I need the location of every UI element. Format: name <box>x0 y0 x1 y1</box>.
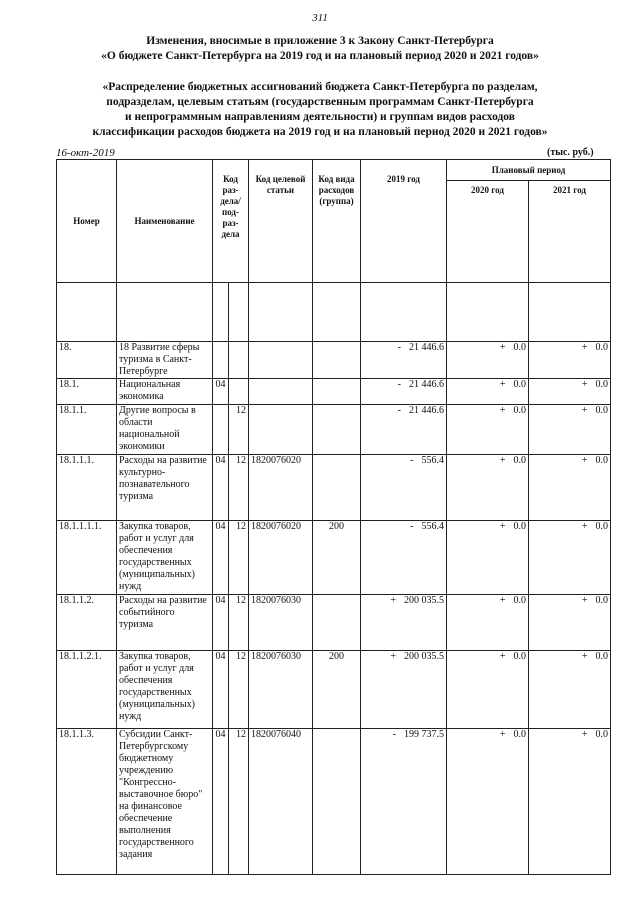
amount-value: 0.0 <box>595 729 608 740</box>
table-row <box>57 405 611 455</box>
amount-sign: - <box>392 729 396 740</box>
row-subsection-code: 12 <box>229 405 249 455</box>
header-name: Наименование <box>117 160 213 283</box>
row-target-code: 1820076020 <box>249 521 313 595</box>
row-section-code: 04 <box>213 521 229 595</box>
amount-value: 21 446.6 <box>409 379 444 390</box>
title-line: Изменения, вносимые в приложение 3 к Закону Санкт-Петербурга <box>146 35 494 47</box>
row-amount-2019 <box>361 379 447 405</box>
row-name: Закупка товаров, работ и услуг для обеспечения государственных (муниципальных) нужд <box>117 651 213 729</box>
table-row <box>57 379 611 405</box>
amount-value: 556.4 <box>421 521 444 532</box>
amount-sign: - <box>397 342 401 353</box>
row-number: 18.1.1.3. <box>57 729 117 875</box>
amount-sign: - <box>397 379 401 390</box>
amount-sign: + <box>581 405 588 416</box>
amount-value: 0.0 <box>595 595 608 606</box>
row-subsection-code: 12 <box>229 595 249 651</box>
row-subsection-code: 12 <box>229 521 249 595</box>
amount-value: 0.0 <box>513 379 526 390</box>
amount-sign: + <box>581 379 588 390</box>
amount-value: 200 035.5 <box>404 651 444 662</box>
amount-sign: - <box>410 521 414 532</box>
header-plan-period: Плановый период <box>447 160 611 181</box>
row-amount-2021 <box>529 379 611 405</box>
row-section-code: 04 <box>213 595 229 651</box>
table-row <box>57 455 611 521</box>
table-row <box>57 342 611 379</box>
row-number: 18.1.1.1.1. <box>57 521 117 595</box>
row-subsection-code: 12 <box>229 729 249 875</box>
amount-value: 0.0 <box>595 405 608 416</box>
table-row <box>57 729 611 875</box>
subtitle-line: классификации расходов бюджета на 2019 год и на плановый период 2020 и 2021 годов» <box>92 126 548 138</box>
header-2020: 2020 год <box>447 181 529 283</box>
row-amount-2020 <box>447 342 529 379</box>
header-2019: 2019 год <box>361 160 447 283</box>
subtitle-line: «Распределение бюджетных ассигнований бюджета Санкт-Петербурга по разделам, <box>102 81 538 93</box>
row-target-code: 1820076040 <box>249 729 313 875</box>
row-number: 18.1.1. <box>57 405 117 455</box>
row-name: Национальная экономика <box>117 379 213 405</box>
amount-sign: + <box>499 595 506 606</box>
document-date: 16-окт-2019 <box>56 147 115 159</box>
amount-value: 0.0 <box>513 405 526 416</box>
amount-value: 0.0 <box>513 595 526 606</box>
header-expense: Код вида расходов (группа) <box>313 160 361 283</box>
amount-value: 0.0 <box>513 342 526 353</box>
row-amount-2020 <box>447 405 529 455</box>
amount-sign: + <box>581 651 588 662</box>
row-section-code: 04 <box>213 379 229 405</box>
amount-sign: + <box>499 729 506 740</box>
row-amount-2019 <box>361 342 447 379</box>
header-number: Номер <box>57 160 117 283</box>
row-amount-2020 <box>447 455 529 521</box>
row-target-code: 1820076030 <box>249 595 313 651</box>
subtitle-line: подразделам, целевым статьям (государственным программам Санкт-Петербурга <box>106 96 534 108</box>
subtitle-line: и непрограммным направлениям деятельности) и группам видов расходов <box>125 111 515 123</box>
row-section-code: 04 <box>213 729 229 875</box>
amount-sign: + <box>390 651 396 662</box>
row-section-code: 04 <box>213 651 229 729</box>
row-expense-code <box>313 405 361 455</box>
amount-value: 21 446.6 <box>409 342 444 353</box>
row-expense-code <box>313 342 361 379</box>
amount-sign: + <box>581 595 588 606</box>
row-number: 18.1.1.1. <box>57 455 117 521</box>
row-amount-2019 <box>361 455 447 521</box>
row-expense-code <box>313 455 361 521</box>
row-amount-2021 <box>529 595 611 651</box>
row-amount-2020 <box>447 729 529 875</box>
row-amount-2020 <box>447 651 529 729</box>
row-amount-2021 <box>529 405 611 455</box>
row-number: 18.1.1.2. <box>57 595 117 651</box>
amount-value: 0.0 <box>595 342 608 353</box>
row-subsection-code: 12 <box>229 651 249 729</box>
amount-value: 21 446.6 <box>409 405 444 416</box>
amount-value: 199 737.5 <box>404 729 444 740</box>
row-name: Другие вопросы в области национальной экономики <box>117 405 213 455</box>
amount-value: 0.0 <box>595 455 608 466</box>
document-subtitle <box>40 80 600 140</box>
amount-sign: + <box>499 521 506 532</box>
row-name: 18 Развитие сферы туризма в Санкт-Петербурге <box>117 342 213 379</box>
row-amount-2020 <box>447 521 529 595</box>
row-subsection-code: 12 <box>229 455 249 521</box>
row-amount-2019 <box>361 521 447 595</box>
amount-value: 200 035.5 <box>404 595 444 606</box>
row-amount-2021 <box>529 729 611 875</box>
row-number: 18.1. <box>57 379 117 405</box>
amount-value: 0.0 <box>595 379 608 390</box>
amount-sign: + <box>499 651 506 662</box>
budget-table <box>56 159 611 875</box>
amount-value: 0.0 <box>513 455 526 466</box>
amount-value: 0.0 <box>513 729 526 740</box>
header-section: Код раз- дела/ под- раз- дела <box>213 160 249 283</box>
row-section-code <box>213 342 229 379</box>
amount-sign: - <box>397 405 401 416</box>
row-amount-2021 <box>529 651 611 729</box>
row-name: Закупка товаров, работ и услуг для обеспечения государственных (муниципальных) нужд <box>117 521 213 595</box>
amount-value: 0.0 <box>595 651 608 662</box>
row-expense-code <box>313 595 361 651</box>
row-number: 18. <box>57 342 117 379</box>
amount-sign: + <box>581 521 588 532</box>
title-line: «О бюджете Санкт-Петербурга на 2019 год и на плановый период 2020 и 2021 годов» <box>101 50 539 62</box>
header-2021: 2021 год <box>529 181 611 283</box>
row-amount-2021 <box>529 521 611 595</box>
row-subsection-code <box>229 379 249 405</box>
table-row <box>57 651 611 729</box>
amount-sign: + <box>581 455 588 466</box>
row-name: Расходы на развитие событийного туризма <box>117 595 213 651</box>
row-expense-code: 200 <box>313 521 361 595</box>
row-amount-2019 <box>361 405 447 455</box>
amount-value: 0.0 <box>595 521 608 532</box>
amount-value: 0.0 <box>513 521 526 532</box>
row-number: 18.1.1.2.1. <box>57 651 117 729</box>
page-number: 311 <box>312 12 328 24</box>
row-subsection-code <box>229 342 249 379</box>
row-section-code: 04 <box>213 455 229 521</box>
row-target-code: 1820076020 <box>249 455 313 521</box>
row-target-code <box>249 379 313 405</box>
amount-value: 556.4 <box>421 455 444 466</box>
units-label: (тыс. руб.) <box>547 147 594 158</box>
row-amount-2019 <box>361 729 447 875</box>
amount-sign: + <box>581 342 588 353</box>
amount-sign: + <box>499 342 506 353</box>
header-target: Код целевой статьи <box>249 160 313 283</box>
row-expense-code <box>313 729 361 875</box>
amount-sign: + <box>390 595 396 606</box>
document-title <box>40 34 600 64</box>
row-amount-2020 <box>447 595 529 651</box>
row-amount-2020 <box>447 379 529 405</box>
row-name: Субсидии Санкт-Петербургскому бюджетному учреждению "Конгрессно-выставочное бюро" на финансовое обеспечение выполнения государственного задания <box>117 729 213 875</box>
table-row <box>57 595 611 651</box>
row-amount-2019 <box>361 595 447 651</box>
row-target-code: 1820076030 <box>249 651 313 729</box>
amount-sign: + <box>499 455 506 466</box>
row-amount-2021 <box>529 342 611 379</box>
row-target-code <box>249 342 313 379</box>
amount-sign: + <box>499 379 506 390</box>
table-row <box>57 521 611 595</box>
row-section-code <box>213 405 229 455</box>
amount-sign: + <box>499 405 506 416</box>
amount-value: 0.0 <box>513 651 526 662</box>
row-name: Расходы на развитие культурно-познавательного туризма <box>117 455 213 521</box>
row-expense-code <box>313 379 361 405</box>
row-amount-2019 <box>361 651 447 729</box>
row-expense-code: 200 <box>313 651 361 729</box>
amount-sign: - <box>410 455 414 466</box>
row-target-code <box>249 405 313 455</box>
row-amount-2021 <box>529 455 611 521</box>
amount-sign: + <box>581 729 588 740</box>
